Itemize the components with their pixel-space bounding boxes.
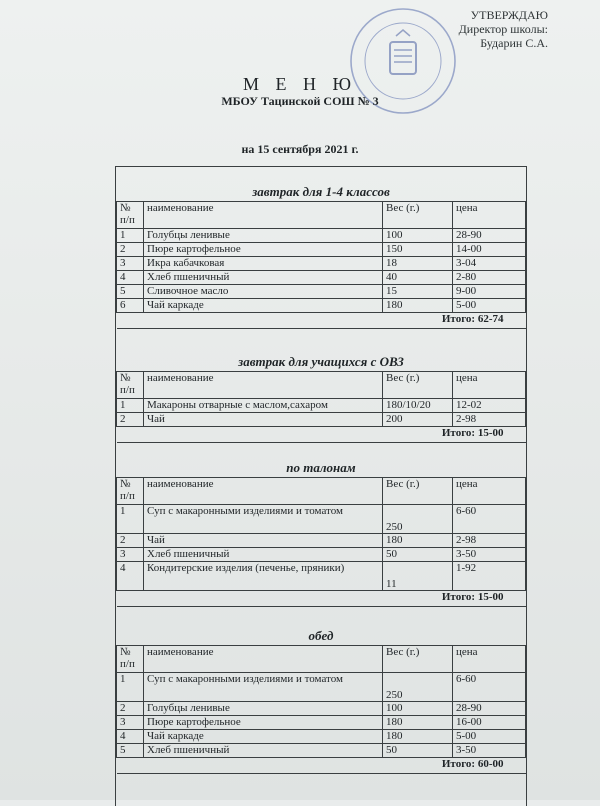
total-row xyxy=(117,313,526,329)
table-row xyxy=(117,413,526,427)
row-name: Пюре картофельное xyxy=(144,243,383,257)
row-price: 5-00 xyxy=(453,299,526,313)
row-weight: 100 xyxy=(383,229,453,243)
col-weight-header: Вес (г.) xyxy=(383,478,453,505)
row-weight: 180 xyxy=(383,716,453,730)
row-weight: 40 xyxy=(383,271,453,285)
row-weight: 18 xyxy=(383,257,453,271)
row-num: 6 xyxy=(117,299,144,313)
table-row xyxy=(117,271,526,285)
section-total: Итого: 15-00 xyxy=(117,427,526,443)
row-num: 1 xyxy=(117,399,144,413)
table-row xyxy=(117,716,526,730)
row-price: 2-98 xyxy=(453,413,526,427)
table-header-row xyxy=(117,372,526,399)
row-num: 5 xyxy=(117,744,144,758)
row-weight: 250 xyxy=(383,505,453,534)
row-name: Чай xyxy=(144,534,383,548)
row-weight: 180 xyxy=(383,534,453,548)
row-price: 12-02 xyxy=(453,399,526,413)
row-num: 4 xyxy=(117,730,144,744)
row-num: 4 xyxy=(117,562,144,591)
section-total: Итого: 60-00 xyxy=(117,758,526,774)
row-price: 6-60 xyxy=(453,505,526,534)
table-row xyxy=(117,505,526,534)
section-total: Итого: 15-00 xyxy=(117,591,526,607)
menu-table xyxy=(116,201,526,329)
row-name: Кондитерские изделия (печенье, пряники) xyxy=(144,562,383,591)
row-price: 3-50 xyxy=(453,548,526,562)
row-num: 3 xyxy=(117,548,144,562)
col-name-header: наименование xyxy=(144,372,383,399)
menu-section-coupons xyxy=(116,459,526,607)
approval-line-director: Директор школы: xyxy=(458,22,548,36)
row-name: Чай каркаде xyxy=(144,730,383,744)
row-weight: 11 xyxy=(383,562,453,591)
col-price-header: цена xyxy=(453,646,526,673)
table-row xyxy=(117,702,526,716)
table-row xyxy=(117,257,526,271)
school-name: МБОУ Тацинской СОШ № 3 xyxy=(221,94,379,108)
table-row xyxy=(117,562,526,591)
row-price: 1-92 xyxy=(453,562,526,591)
row-price: 9-00 xyxy=(453,285,526,299)
row-num: 5 xyxy=(117,285,144,299)
row-name: Голубцы ленивые xyxy=(144,702,383,716)
col-price-header: цена xyxy=(453,478,526,505)
row-price: 28-90 xyxy=(453,229,526,243)
col-weight-header: Вес (г.) xyxy=(383,202,453,229)
row-weight: 50 xyxy=(383,744,453,758)
menu-section-lunch xyxy=(116,627,526,774)
menu-date: на 15 сентября 2021 г. xyxy=(241,142,359,156)
row-num: 2 xyxy=(117,243,144,257)
section-total: Итого: 62-74 xyxy=(117,313,526,329)
row-price: 3-04 xyxy=(453,257,526,271)
table-row xyxy=(117,673,526,702)
row-num: 1 xyxy=(117,229,144,243)
row-name: Хлеб пшеничный xyxy=(144,744,383,758)
table-row xyxy=(117,548,526,562)
row-name: Суп с макаронными изделиями и томатом xyxy=(144,673,383,702)
row-price: 2-98 xyxy=(453,534,526,548)
row-weight: 15 xyxy=(383,285,453,299)
menu-table xyxy=(116,371,526,443)
row-weight: 250 xyxy=(383,673,453,702)
row-num: 2 xyxy=(117,413,144,427)
table-row xyxy=(117,399,526,413)
row-weight: 100 xyxy=(383,702,453,716)
section-title: обед xyxy=(308,628,334,643)
row-price: 5-00 xyxy=(453,730,526,744)
row-weight: 180/10/20 xyxy=(383,399,453,413)
section-title: по талонам xyxy=(286,460,356,475)
total-row xyxy=(117,591,526,607)
col-name-header: наименование xyxy=(144,646,383,673)
total-row xyxy=(117,758,526,774)
col-num-header: № п/п xyxy=(117,646,144,673)
section-title: завтрак для 1-4 классов xyxy=(252,184,390,199)
table-header-row xyxy=(117,646,526,673)
col-price-header: цена xyxy=(453,202,526,229)
row-price: 28-90 xyxy=(453,702,526,716)
row-num: 4 xyxy=(117,271,144,285)
row-price: 3-50 xyxy=(453,744,526,758)
row-num: 3 xyxy=(117,257,144,271)
row-name: Чай каркаде xyxy=(144,299,383,313)
menu-section-breakfast-ovz xyxy=(116,353,526,443)
col-name-header: наименование xyxy=(144,202,383,229)
menu-table-frame xyxy=(115,166,527,806)
row-name: Сливочное масло xyxy=(144,285,383,299)
row-price: 14-00 xyxy=(453,243,526,257)
row-name: Икра кабачковая xyxy=(144,257,383,271)
row-name: Макароны отварные с маслом,сахаром xyxy=(144,399,383,413)
table-row xyxy=(117,229,526,243)
row-num: 3 xyxy=(117,716,144,730)
row-weight: 150 xyxy=(383,243,453,257)
table-row xyxy=(117,534,526,548)
menu-table xyxy=(116,477,526,607)
row-num: 1 xyxy=(117,505,144,534)
row-weight: 180 xyxy=(383,730,453,744)
row-weight: 180 xyxy=(383,299,453,313)
row-name: Хлеб пшеничный xyxy=(144,548,383,562)
row-weight: 50 xyxy=(383,548,453,562)
row-num: 1 xyxy=(117,673,144,702)
col-num-header: № п/п xyxy=(117,202,144,229)
col-price-header: цена xyxy=(453,372,526,399)
table-header-row xyxy=(117,478,526,505)
row-price: 16-00 xyxy=(453,716,526,730)
table-row xyxy=(117,285,526,299)
row-num: 2 xyxy=(117,702,144,716)
menu-section-breakfast-1-4 xyxy=(116,183,526,329)
table-row xyxy=(117,299,526,313)
col-num-header: № п/п xyxy=(117,478,144,505)
row-name: Голубцы ленивые xyxy=(144,229,383,243)
section-title: завтрак для учащихся с ОВЗ xyxy=(238,354,404,369)
row-num: 2 xyxy=(117,534,144,548)
col-weight-header: Вес (г.) xyxy=(383,646,453,673)
page-title: М Е Н Ю xyxy=(243,74,357,94)
row-price: 2-80 xyxy=(453,271,526,285)
row-price: 6-60 xyxy=(453,673,526,702)
menu-table xyxy=(116,645,526,774)
row-name: Чай xyxy=(144,413,383,427)
total-row xyxy=(117,427,526,443)
approval-line-approve: УТВЕРЖДАЮ xyxy=(470,8,548,22)
col-weight-header: Вес (г.) xyxy=(383,372,453,399)
table-row xyxy=(117,730,526,744)
row-name: Хлеб пшеничный xyxy=(144,271,383,285)
row-name: Пюре картофельное xyxy=(144,716,383,730)
approval-block xyxy=(459,8,548,50)
table-header-row xyxy=(117,202,526,229)
row-name: Суп с макаронными изделиями и томатом xyxy=(144,505,383,534)
table-row xyxy=(117,243,526,257)
col-name-header: наименование xyxy=(144,478,383,505)
col-num-header: № п/п xyxy=(117,372,144,399)
table-row xyxy=(117,744,526,758)
approval-line-name: Бударин С.А. xyxy=(480,36,548,50)
row-weight: 200 xyxy=(383,413,453,427)
